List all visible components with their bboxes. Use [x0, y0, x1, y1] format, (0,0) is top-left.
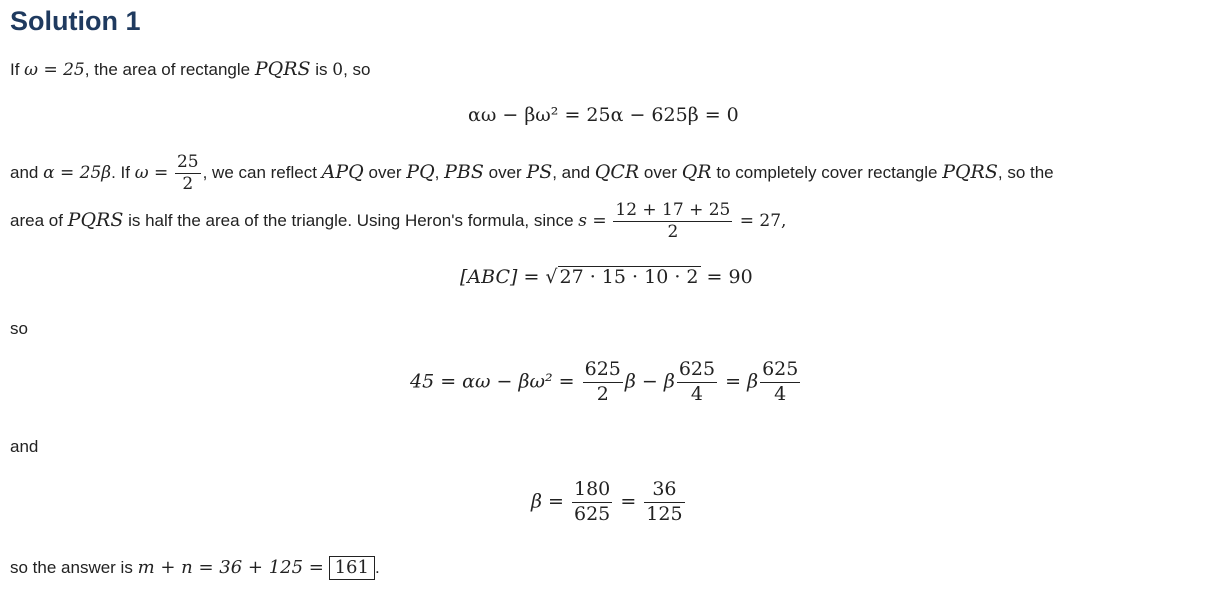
final-answer: [10, 556, 380, 580]
math-inline: QR: [681, 161, 712, 184]
text: area of: [10, 211, 68, 231]
equation-beta-value: [531, 478, 687, 527]
fraction-625-over-4: [760, 358, 800, 407]
math-inline: PQRS: [67, 209, 124, 232]
text: , so the: [997, 163, 1054, 183]
text: , we can reflect: [202, 163, 322, 183]
math-inline: s =: [578, 211, 607, 232]
fraction-numerator: 625: [677, 358, 717, 383]
fraction-numerator: 36: [644, 478, 684, 503]
fraction-numerator: 625: [583, 358, 623, 383]
text: to completely cover rectangle: [711, 163, 943, 183]
equation-heron-area: [460, 266, 753, 288]
fraction-denominator: 2: [596, 382, 609, 405]
paragraph-heron: [10, 200, 786, 244]
text: over: [639, 163, 682, 183]
math-inline: ω = 25: [24, 60, 85, 80]
fraction-denominator: 2: [667, 222, 679, 243]
text: , the area of rectangle: [84, 60, 255, 79]
math-inline: PQRS: [942, 161, 998, 184]
fraction-36-over-125: [644, 478, 684, 527]
fraction-denominator: 625: [574, 502, 611, 525]
math-inline: QCR: [594, 161, 640, 184]
text: over: [483, 163, 527, 183]
math-lhs: [ABC] = √: [460, 266, 558, 288]
boxed-answer: 161: [329, 556, 375, 580]
equation-area-zero: αω − βω² = 25α − 625β = 0: [468, 104, 739, 126]
math-inline: PQ: [406, 161, 435, 184]
math-inline: m + n = 36 + 125 =: [137, 557, 324, 578]
paragraph-intro: [10, 58, 370, 81]
radicand: 27 · 15 · 10 · 2: [559, 266, 699, 288]
text: . If: [111, 163, 135, 183]
math-expr: 45 = αω − βω² =: [410, 370, 575, 393]
page-title: Solution 1: [10, 6, 141, 36]
math-inline: PS: [526, 161, 553, 184]
fraction-denominator: 125: [646, 502, 683, 525]
fraction-denominator: 2: [182, 174, 194, 195]
fraction-numerator: 12 + 17 + 25: [613, 200, 732, 222]
math-expr: β =: [531, 490, 564, 513]
text: .: [374, 558, 380, 577]
fraction-numerator: 180: [572, 478, 612, 503]
text: , and: [552, 163, 595, 183]
text: so the answer is: [10, 558, 138, 577]
text: , so: [343, 60, 371, 79]
fraction-denominator: 4: [774, 382, 787, 405]
fraction-25-over-2: [175, 152, 201, 196]
fraction-semiperimeter: [613, 200, 732, 244]
fraction-numerator: 25: [175, 152, 201, 174]
text: is: [310, 60, 333, 79]
paragraph-reflection: [10, 152, 1054, 196]
fraction-625-over-2: [583, 358, 623, 407]
text: over: [363, 163, 407, 183]
text: and: [10, 163, 44, 183]
math-inline: PBS: [444, 161, 484, 184]
math-inline: α = 25β: [43, 163, 112, 184]
math-expr: = β: [719, 370, 759, 393]
math-expr: β − β: [624, 370, 675, 393]
fraction-625-over-4: [677, 358, 717, 407]
text: is half the area of the triangle. Using Heron's formula, since: [123, 211, 579, 231]
math-inline: ω =: [134, 163, 169, 184]
math-expr: =: [620, 490, 637, 513]
math-inline: 0: [332, 60, 344, 80]
fraction-180-over-625: [572, 478, 612, 527]
math-inline: APQ: [321, 161, 364, 184]
text: If: [10, 60, 25, 79]
text-so: so: [10, 319, 28, 338]
math-inline: PQRS: [254, 58, 311, 80]
text-and: and: [10, 437, 39, 456]
equation-solve-beta: [410, 358, 802, 407]
math-inline: = 27,: [734, 211, 787, 232]
math-rhs: = 90: [700, 266, 753, 288]
fraction-denominator: 4: [690, 382, 704, 405]
fraction-numerator: 625: [760, 358, 800, 383]
text: ,: [434, 163, 445, 183]
